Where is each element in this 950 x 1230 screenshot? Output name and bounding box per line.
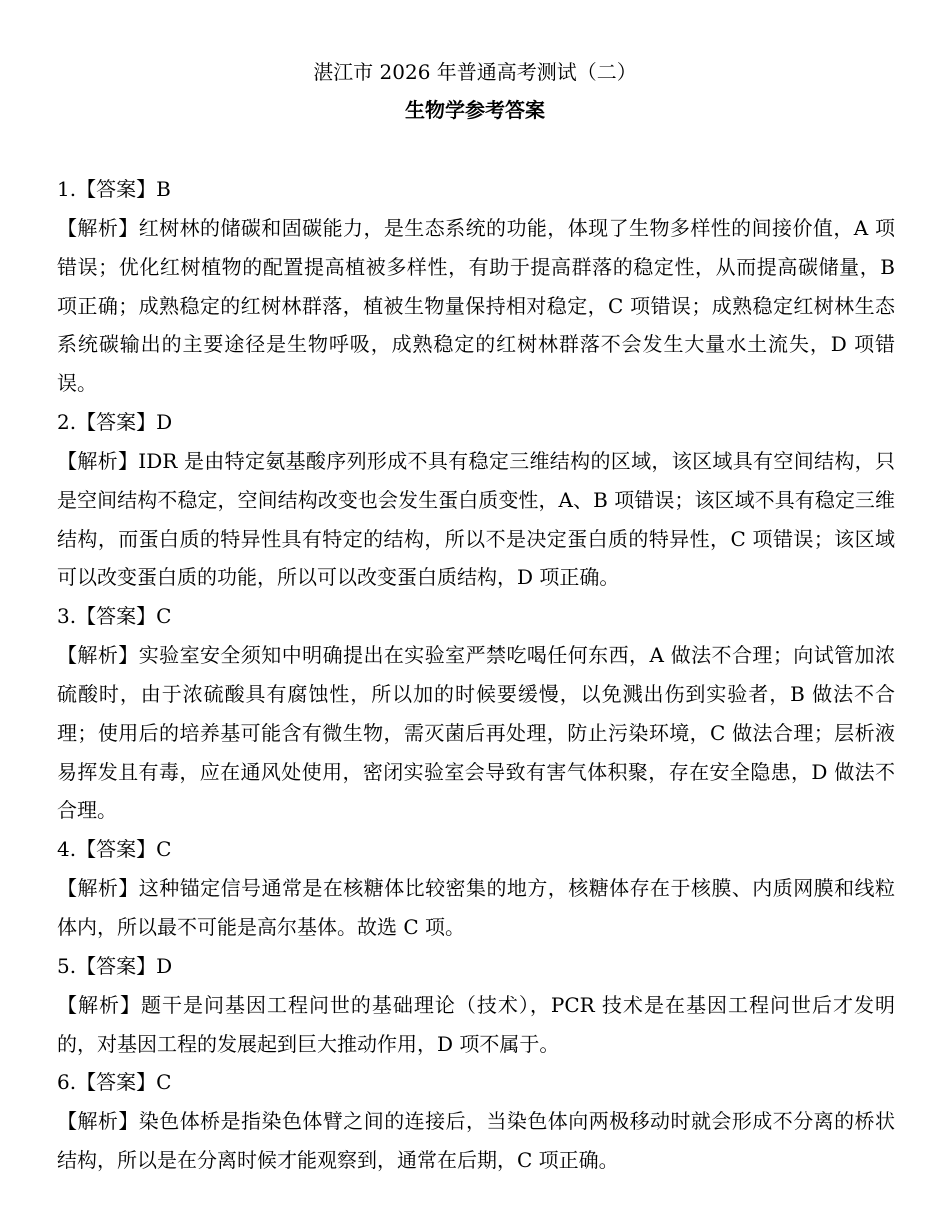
answer-key: 4.【答案】C bbox=[57, 837, 172, 862]
answer-item-1 bbox=[57, 170, 895, 403]
page-subtitle: 生物学参考答案 bbox=[405, 98, 545, 122]
answer-key: 5.【答案】D bbox=[57, 953, 173, 978]
explanation-text: 【解析】这种锚定信号通常是在核糖体比较密集的地方，核糖体存在于核膜、内质网膜和线粒体内，所以最不可能是高尔基体。故选 C 项。 bbox=[57, 876, 895, 939]
answer-item-3 bbox=[57, 597, 895, 830]
answer-item-5 bbox=[57, 947, 895, 1064]
answer-item-4 bbox=[57, 830, 895, 947]
explanation-text: 【解析】IDR 是由特定氨基酸序列形成不具有稳定三维结构的区域，该区域具有空间结构，只是空间结构不稳定，空间结构改变也会发生蛋白质变性，A、B 项错误；该区域不具有稳定三维结构，而蛋白质的特异性具有特定的结构，所以不是决定蛋白质的特异性，C 项错误；该区域可以改变蛋白质的功能，所以可以改变蛋白质结构，D 项正确。 bbox=[57, 448, 895, 590]
answer-list bbox=[57, 170, 895, 1180]
explanation-text: 【解析】实验室安全须知中明确提出在实验室严禁吃喝任何东西，A 做法不合理；向试管加浓硫酸时，由于浓硫酸具有腐蚀性，所以加的时候要缓慢，以免溅出伤到实验者，B 做法不合理；使用后的培养基可能含有微生物，需灭菌后再处理，防止污染环境，C 做法合理；层析液易挥发且有毒，应在通风处使用，密闭实验室会导致有害气体积聚，存在安全隐患，D 做法不合理。 bbox=[57, 643, 895, 823]
page-title: 湛江市 2026 年普通高考测试（二） bbox=[313, 60, 637, 84]
answer-key: 6.【答案】C bbox=[57, 1070, 172, 1095]
explanation-text: 【解析】题干是问基因工程问世的基础理论（技术），PCR 技术是在基因工程问世后才发明的，对基因工程的发展起到巨大推动作用，D 项不属于。 bbox=[57, 992, 895, 1056]
answer-key: 3.【答案】C bbox=[57, 604, 172, 629]
answer-item-2 bbox=[57, 403, 895, 597]
answer-key: 1.【答案】B bbox=[57, 177, 171, 201]
answer-item-6 bbox=[57, 1063, 895, 1180]
answer-key: 2.【答案】D bbox=[57, 409, 173, 434]
explanation-text: 【解析】红树林的储碳和固碳能力，是生态系统的功能，体现了生物多样性的间接价值，A 项错误；优化红树植物的配置提高植被多样性，有助于提高群落的稳定性，从而提高碳储量，B 项正确；成熟稳定的红树林群落，植被生物量保持相对稳定，C 项错误；成熟稳定红树林生态系统碳输出的主要途径是生物呼吸，成熟稳定的红树林群落不会发生大量水土流失，D 项错误。 bbox=[57, 216, 895, 396]
explanation-text: 【解析】染色体桥是指染色体臂之间的连接后，当染色体向两极移动时就会形成不分离的桥状结构，所以是在分离时候才能观察到，通常在后期，C 项正确。 bbox=[57, 1109, 895, 1173]
